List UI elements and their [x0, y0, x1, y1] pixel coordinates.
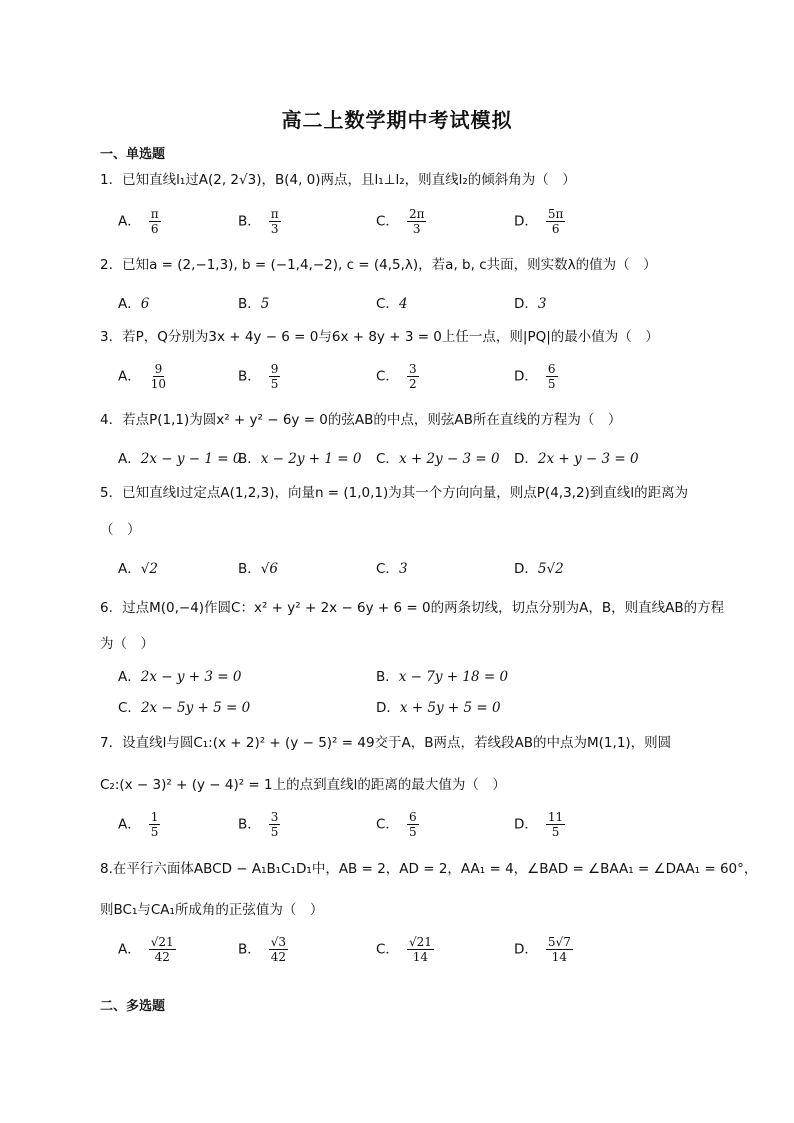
question-2-option-a[interactable]: A．6 [118, 296, 150, 312]
question-2-option-c[interactable]: C．4 [376, 296, 408, 312]
question-8-option-b[interactable]: B． $\frac{√3}{42}$ [238, 935, 287, 964]
question-7-option-b[interactable]: B． $\frac{3}{5}$ [238, 810, 279, 839]
question-8-option-a[interactable]: A． $\frac{√21}{42}$ [118, 935, 174, 964]
question-8-option-d[interactable]: D． $\frac{5√7}{14}$ [514, 935, 571, 964]
question-1-text: 1．已知直线l₁过A(2, 2√3)，B(4, 0)两点，且l₁⊥l₂，则直线l₂的倾斜角为（ ） [100, 172, 576, 188]
question-3-option-b[interactable]: B． $\frac{9}{5}$ [238, 362, 279, 391]
question-7-option-d[interactable]: D． $\frac{11}{5}$ [514, 810, 564, 839]
question-4-option-b[interactable]: B．x − 2y + 1 = 0 [238, 451, 362, 467]
question-7-option-c[interactable]: C． $\frac{6}{5}$ [376, 810, 417, 839]
page-title: 高二上数学期中考试模拟 [281, 108, 513, 132]
question-8-text-line1: 8.在平行六面体ABCD − A₁B₁C₁D₁中，AB = 2，AD = 2，AA₁ = 4，∠BAD = ∠BAA₁ = ∠DAA₁ = 60°， [100, 861, 758, 877]
question-4-option-d[interactable]: D．2x + y − 3 = 0 [514, 451, 639, 467]
section-heading-single-choice: 一、单选题 [100, 147, 166, 162]
question-1-option-d[interactable]: D． $\frac{5\pi}{6}$ [514, 207, 564, 236]
section-heading-multiple-choice: 二、多选题 [100, 999, 166, 1014]
question-2-text: 2．已知a = (2,−1,3), b = (−1,4,−2), c = (4,5,λ)，若a, b, c共面，则实数λ的值为（ ） [100, 257, 657, 273]
question-5-text-line2: （ ） [100, 522, 141, 538]
question-6-option-b[interactable]: B．x − 7y + 18 = 0 [376, 669, 509, 685]
question-5-option-d[interactable]: D．5√2 [514, 561, 564, 577]
question-5-text-line1: 5．已知直线l过定点A(1,2,3)，向量n = (1,0,1)为其一个方向向量，则点P(4,3,2)到直线l的距离为 [100, 485, 689, 501]
question-4-text: 4．若点P(1,1)为圆x² + y² − 6y = 0的弦AB的中点，则弦AB所在直线的方程为（ ） [100, 412, 622, 428]
question-6-option-c[interactable]: C．2x − 5y + 5 = 0 [118, 700, 251, 716]
question-4-option-c[interactable]: C．x + 2y − 3 = 0 [376, 451, 500, 467]
question-6-option-a[interactable]: A．2x − y + 3 = 0 [118, 669, 242, 685]
question-8-option-c[interactable]: C． $\frac{√21}{14}$ [376, 935, 432, 964]
question-8-text-line2: 则BC₁与CA₁所成角的正弦值为（ ） [100, 902, 324, 918]
question-1-option-c[interactable]: C． $\frac{2\pi}{3}$ [376, 207, 425, 236]
question-2-option-d[interactable]: D．3 [514, 296, 547, 312]
question-7-text-line2: C₂:(x − 3)² + (y − 4)² = 1上的点到直线l的距离的最大值为（ ） [100, 777, 506, 793]
question-5-option-b[interactable]: B．√6 [238, 561, 278, 577]
question-3-text: 3．若P，Q分别为3x + 4y − 6 = 0与6x + 8y + 3 = 0上任一点，则|PQ|的最小值为（ ） [100, 329, 659, 345]
question-4-option-a[interactable]: A．2x − y − 1 = 0 [118, 451, 242, 467]
question-7-text-line1: 7．设直线l与圆C₁:(x + 2)² + (y − 5)² = 49交于A，B两点，若线段AB的中点为M(1,1)，则圆 [100, 735, 672, 751]
question-5-option-a[interactable]: A．√2 [118, 561, 158, 577]
question-3-option-a[interactable]: A． $\frac{9}{10}$ [118, 362, 167, 391]
question-7-option-a[interactable]: A． $\frac{1}{5}$ [118, 810, 159, 839]
question-5-option-c[interactable]: C．3 [376, 561, 408, 577]
question-6-text-line2: 为（ ） [100, 636, 154, 652]
question-1-option-b[interactable]: B． $\frac{\pi}{3}$ [238, 207, 279, 236]
question-6-option-d[interactable]: D．x + 5y + 5 = 0 [376, 700, 501, 716]
question-2-option-b[interactable]: B．5 [238, 296, 270, 312]
question-6-text-line1: 6．过点M(0,−4)作圆C：x² + y² + 2x − 6y + 6 = 0的两条切线，切点分别为A，B，则直线AB的方程 [100, 600, 725, 616]
question-1-option-a[interactable]: A． $\frac{\pi}{6}$ [118, 207, 159, 236]
question-3-option-c[interactable]: C． $\frac{3}{2}$ [376, 362, 417, 391]
question-3-option-d[interactable]: D． $\frac{6}{5}$ [514, 362, 556, 391]
